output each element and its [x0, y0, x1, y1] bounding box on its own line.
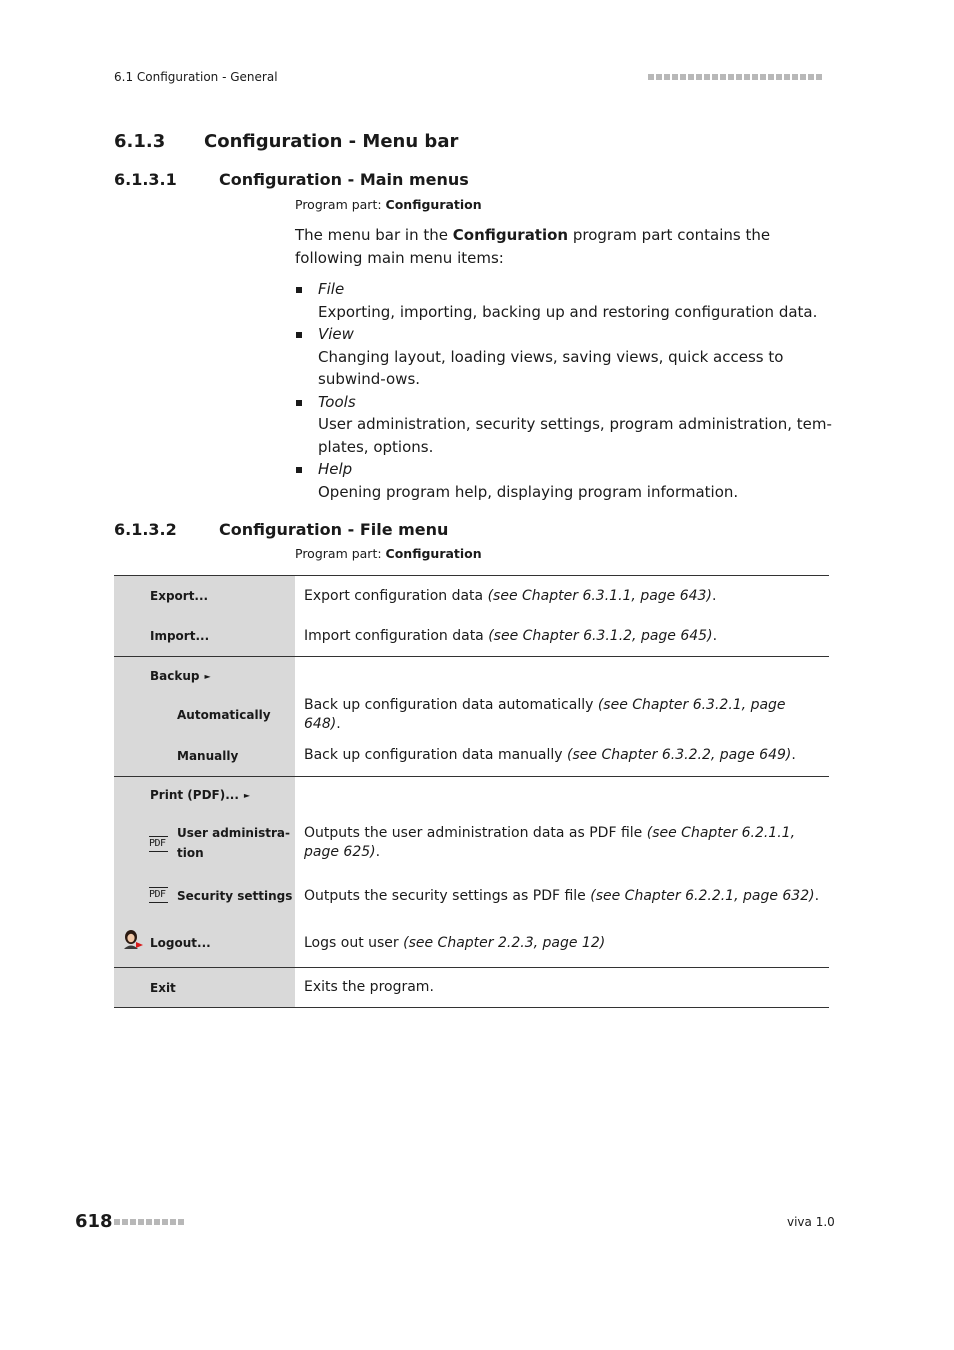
section-number: 6.1.3 — [114, 131, 166, 152]
chapter-reference[interactable]: (see Chapter 6.3.2.2, page 649) — [567, 747, 792, 763]
list-item-description: Changing layout, loading views, saving views, quick access to subwind-ows. — [318, 347, 784, 388]
user-logout-icon — [122, 929, 144, 949]
table-row — [114, 695, 829, 735]
description-text: Outputs the security settings as PDF file — [304, 887, 591, 904]
intro-text: The menu bar in the — [295, 226, 453, 244]
bullet-icon — [296, 400, 302, 406]
menu-item-user-administration[interactable] — [114, 813, 295, 873]
product-version: viva 1.0 — [787, 1215, 835, 1229]
section-title: Configuration - Menu bar — [204, 131, 459, 152]
description-end: . — [712, 627, 718, 644]
chapter-reference[interactable]: (see Chapter 2.2.3, page 12) — [403, 934, 606, 951]
menu-description — [295, 695, 829, 735]
program-part-label: Program part: — [295, 197, 382, 212]
description-end: . — [336, 716, 341, 732]
table-row — [114, 657, 829, 695]
section-heading — [114, 131, 458, 152]
chapter-reference[interactable]: (see Chapter 6.2.1.1, page 625) — [304, 825, 796, 860]
menu-description-empty — [295, 777, 829, 813]
page-number: 618 — [75, 1211, 113, 1232]
submenu-arrow-icon: ► — [243, 790, 251, 800]
menu-item-label: User administra- — [177, 826, 290, 840]
list-item — [295, 323, 835, 391]
description-text: Back up configuration data manually — [304, 747, 568, 763]
chapter-reference[interactable]: (see Chapter 6.3.2.1, page 648) — [304, 697, 786, 732]
menu-item-print-pdf[interactable] — [114, 777, 295, 813]
menu-item-exit[interactable]: Exit — [114, 968, 295, 1007]
menu-item-automatically[interactable]: Automatically — [114, 695, 295, 735]
table-row — [114, 616, 829, 656]
chapter-reference[interactable]: (see Chapter 6.3.1.2, page 645) — [488, 627, 713, 644]
list-item — [295, 278, 835, 323]
bullet-icon — [296, 467, 302, 473]
pdf-icon: PDF — [149, 836, 168, 851]
header-decoration — [648, 74, 822, 80]
program-part-file-menu — [295, 546, 482, 561]
intro-bold: Configuration — [452, 226, 569, 244]
menu-description — [295, 616, 829, 656]
description-end: . — [791, 747, 796, 763]
menu-item-label: Security settings — [177, 889, 293, 903]
menu-description — [295, 813, 829, 873]
program-part-value: Configuration — [385, 546, 482, 561]
list-item-description: Exporting, importing, backing up and restoring configuration data. — [318, 302, 818, 321]
submenu-arrow-icon: ► — [204, 671, 211, 681]
menu-group-export-import — [114, 576, 829, 657]
program-part-main-menus — [295, 197, 482, 212]
menu-group-print — [114, 777, 829, 968]
table-row — [114, 576, 829, 616]
menu-item-label: Logout... — [150, 936, 211, 950]
list-item-term: File — [318, 280, 345, 298]
menu-item-backup[interactable] — [114, 657, 295, 695]
list-item-term: Tools — [318, 392, 356, 411]
subsection-number: 6.1.3.1 — [114, 170, 177, 189]
menu-description: Exits the program. — [304, 979, 434, 995]
menu-description — [295, 919, 829, 967]
program-part-label: Program part: — [295, 546, 382, 561]
description-text: Import configuration data — [304, 627, 489, 644]
menu-item-label: Backup — [150, 669, 200, 683]
list-item — [295, 458, 835, 503]
menu-item-export[interactable]: Export... — [114, 576, 295, 616]
menu-item-logout[interactable] — [114, 919, 295, 967]
table-row — [114, 777, 829, 813]
menu-description — [295, 873, 829, 919]
table-row — [114, 968, 829, 1007]
chapter-reference[interactable]: (see Chapter 6.2.2.1, page 632) — [590, 887, 815, 904]
menu-item-security-settings[interactable] — [114, 873, 295, 919]
menu-group-backup — [114, 657, 829, 777]
subsection-heading-file-menu — [114, 520, 448, 539]
description-end: . — [711, 587, 717, 604]
intro-text-end: program part contains the following main menu items: — [295, 226, 771, 267]
list-item-term: View — [318, 325, 354, 343]
main-menu-list — [295, 278, 835, 503]
table-row — [114, 813, 829, 873]
description-text: Logs out user — [304, 934, 404, 951]
menu-group-exit — [114, 968, 829, 1008]
menu-item-import[interactable]: Import... — [114, 616, 295, 656]
program-part-value: Configuration — [385, 197, 482, 212]
menu-description-empty — [295, 657, 829, 695]
pdf-icon: PDF — [149, 887, 168, 902]
subsection-title: Configuration - File menu — [219, 520, 449, 539]
description-text: Outputs the user administration data as PDF file — [304, 825, 647, 841]
subsection-number: 6.1.3.2 — [114, 520, 177, 539]
table-row — [114, 873, 829, 919]
intro-paragraph — [295, 224, 835, 270]
subsection-title: Configuration - Main menus — [219, 170, 469, 189]
chapter-reference[interactable]: (see Chapter 6.3.1.1, page 643) — [487, 587, 712, 604]
running-header: 6.1 Configuration - General — [114, 70, 278, 84]
bullet-icon — [296, 332, 302, 338]
menu-description — [295, 576, 829, 616]
menu-description — [295, 735, 829, 776]
file-menu-table — [114, 575, 829, 1008]
menu-item-label: Print (PDF)... — [150, 788, 239, 802]
footer-decoration — [114, 1219, 184, 1225]
table-row — [114, 735, 829, 776]
description-end: . — [814, 887, 820, 904]
description-text: Back up configuration data automatically — [304, 697, 598, 713]
list-item-description: Opening program help, displaying program information. — [318, 482, 739, 501]
list-item — [295, 391, 835, 459]
table-row — [114, 919, 829, 967]
subsection-heading-main-menus — [114, 170, 469, 189]
description-end: . — [375, 844, 381, 860]
menu-item-label: tion — [177, 846, 204, 860]
bullet-icon — [296, 287, 302, 293]
menu-item-manually[interactable]: Manually — [114, 735, 295, 776]
list-item-term: Help — [318, 460, 353, 478]
list-item-description: User administration, security settings, program administration, tem-plates, options. — [318, 415, 832, 456]
description-text: Export configuration data — [304, 587, 488, 604]
